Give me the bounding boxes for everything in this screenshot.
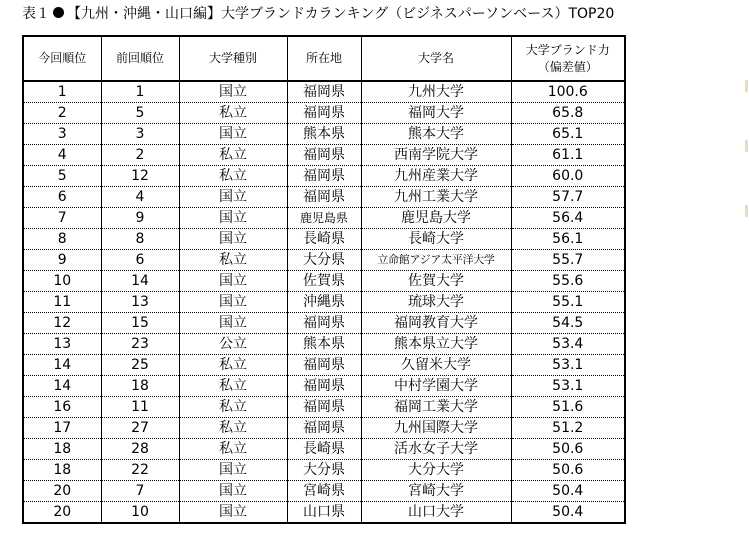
cell-previous-rank: 22 bbox=[101, 460, 179, 481]
table-row bbox=[23, 292, 625, 313]
table-row bbox=[23, 481, 625, 502]
caption-prefix: 表１ bbox=[22, 6, 50, 22]
cell-location: 福岡県 bbox=[287, 418, 361, 439]
cell-current-rank: 13 bbox=[23, 334, 101, 355]
cell-university-name: 九州産業大学 bbox=[361, 166, 511, 187]
table-caption bbox=[22, 4, 614, 24]
cell-previous-rank: 6 bbox=[101, 250, 179, 271]
cell-university-name: 九州国際大学 bbox=[361, 418, 511, 439]
cell-current-rank: 20 bbox=[23, 481, 101, 502]
header-university-type: 大学種別 bbox=[179, 36, 287, 81]
cell-university-type: 私立 bbox=[179, 376, 287, 397]
cell-university-type: 国立 bbox=[179, 313, 287, 334]
cell-current-rank: 2 bbox=[23, 103, 101, 124]
cell-brand-score: 50.6 bbox=[511, 460, 625, 481]
cell-location: 熊本県 bbox=[287, 124, 361, 145]
cell-brand-score: 65.1 bbox=[511, 124, 625, 145]
cell-location: 長崎県 bbox=[287, 439, 361, 460]
cell-university-type: 私立 bbox=[179, 397, 287, 418]
cell-university-name: 中村学園大学 bbox=[361, 376, 511, 397]
cell-university-name: 琉球大学 bbox=[361, 292, 511, 313]
cell-brand-score: 54.5 bbox=[511, 313, 625, 334]
table-row bbox=[23, 166, 625, 187]
table-row bbox=[23, 103, 625, 124]
cell-university-type: 私立 bbox=[179, 103, 287, 124]
cell-brand-score: 100.6 bbox=[511, 81, 625, 103]
cell-current-rank: 7 bbox=[23, 208, 101, 229]
cell-location: 鹿児島県 bbox=[287, 208, 361, 229]
cell-previous-rank: 13 bbox=[101, 292, 179, 313]
cell-university-name: 福岡大学 bbox=[361, 103, 511, 124]
table-row bbox=[23, 460, 625, 481]
cell-current-rank: 5 bbox=[23, 166, 101, 187]
cell-university-type: 私立 bbox=[179, 250, 287, 271]
cell-university-type: 私立 bbox=[179, 355, 287, 376]
table-row bbox=[23, 334, 625, 355]
cell-current-rank: 14 bbox=[23, 355, 101, 376]
cell-current-rank: 8 bbox=[23, 229, 101, 250]
cell-previous-rank: 7 bbox=[101, 481, 179, 502]
cell-brand-score: 53.1 bbox=[511, 376, 625, 397]
cell-university-type: 国立 bbox=[179, 81, 287, 103]
header-brand-score-sub: （偏差値） bbox=[537, 59, 598, 74]
cell-university-type: 私立 bbox=[179, 439, 287, 460]
cell-location: 福岡県 bbox=[287, 166, 361, 187]
cell-location: 宮崎県 bbox=[287, 481, 361, 502]
cell-location: 大分県 bbox=[287, 460, 361, 481]
cell-university-name: 宮崎大学 bbox=[361, 481, 511, 502]
table-body bbox=[23, 81, 625, 523]
table-row bbox=[23, 376, 625, 397]
cell-brand-score: 65.8 bbox=[511, 103, 625, 124]
table-row bbox=[23, 81, 625, 103]
cell-previous-rank: 18 bbox=[101, 376, 179, 397]
cell-previous-rank: 25 bbox=[101, 355, 179, 376]
cell-university-name: 福岡教育大学 bbox=[361, 313, 511, 334]
cell-location: 福岡県 bbox=[287, 355, 361, 376]
cell-university-type: 私立 bbox=[179, 166, 287, 187]
cell-brand-score: 53.4 bbox=[511, 334, 625, 355]
header-row bbox=[23, 36, 625, 81]
cell-previous-rank: 1 bbox=[101, 81, 179, 103]
edge-mark bbox=[745, 140, 748, 152]
bullet-icon bbox=[53, 7, 64, 18]
header-brand-score-label: 大学ブランド力 bbox=[525, 42, 610, 57]
cell-university-name: 長崎大学 bbox=[361, 229, 511, 250]
cell-brand-score: 60.0 bbox=[511, 166, 625, 187]
cell-brand-score: 50.4 bbox=[511, 481, 625, 502]
cell-university-name: 九州大学 bbox=[361, 81, 511, 103]
cell-university-type: 私立 bbox=[179, 418, 287, 439]
header-university-name: 大学名 bbox=[361, 36, 511, 81]
table-row bbox=[23, 229, 625, 250]
cell-previous-rank: 4 bbox=[101, 187, 179, 208]
cell-university-name: 熊本県立大学 bbox=[361, 334, 511, 355]
cell-previous-rank: 14 bbox=[101, 271, 179, 292]
cell-location: 沖縄県 bbox=[287, 292, 361, 313]
cell-location: 大分県 bbox=[287, 250, 361, 271]
cell-university-name: 熊本大学 bbox=[361, 124, 511, 145]
cell-location: 山口県 bbox=[287, 502, 361, 524]
cell-location: 福岡県 bbox=[287, 103, 361, 124]
cell-university-type: 国立 bbox=[179, 124, 287, 145]
cell-university-type: 国立 bbox=[179, 187, 287, 208]
header-brand-score bbox=[511, 36, 625, 81]
table-row bbox=[23, 439, 625, 460]
cell-university-type: 国立 bbox=[179, 502, 287, 524]
cell-current-rank: 11 bbox=[23, 292, 101, 313]
cell-university-name: 西南学院大学 bbox=[361, 145, 511, 166]
cell-university-type: 国立 bbox=[179, 208, 287, 229]
cell-current-rank: 6 bbox=[23, 187, 101, 208]
cell-current-rank: 9 bbox=[23, 250, 101, 271]
cell-previous-rank: 15 bbox=[101, 313, 179, 334]
cell-current-rank: 18 bbox=[23, 439, 101, 460]
cell-brand-score: 56.4 bbox=[511, 208, 625, 229]
cell-brand-score: 61.1 bbox=[511, 145, 625, 166]
cell-brand-score: 55.1 bbox=[511, 292, 625, 313]
cell-current-rank: 14 bbox=[23, 376, 101, 397]
cell-previous-rank: 28 bbox=[101, 439, 179, 460]
cell-university-name: 活水女子大学 bbox=[361, 439, 511, 460]
cell-previous-rank: 12 bbox=[101, 166, 179, 187]
cell-brand-score: 55.7 bbox=[511, 250, 625, 271]
cell-university-name: 福岡工業大学 bbox=[361, 397, 511, 418]
cell-university-name: 佐賀大学 bbox=[361, 271, 511, 292]
cell-location: 福岡県 bbox=[287, 397, 361, 418]
cell-location: 長崎県 bbox=[287, 229, 361, 250]
cell-location: 福岡県 bbox=[287, 313, 361, 334]
cell-current-rank: 17 bbox=[23, 418, 101, 439]
cell-current-rank: 4 bbox=[23, 145, 101, 166]
cell-brand-score: 56.1 bbox=[511, 229, 625, 250]
cell-current-rank: 16 bbox=[23, 397, 101, 418]
table-row bbox=[23, 271, 625, 292]
cell-university-name: 鹿児島大学 bbox=[361, 208, 511, 229]
cell-location: 熊本県 bbox=[287, 334, 361, 355]
table-row bbox=[23, 313, 625, 334]
cell-previous-rank: 2 bbox=[101, 145, 179, 166]
header-location: 所在地 bbox=[287, 36, 361, 81]
table-row bbox=[23, 145, 625, 166]
cell-location: 福岡県 bbox=[287, 376, 361, 397]
cell-previous-rank: 11 bbox=[101, 397, 179, 418]
cell-previous-rank: 23 bbox=[101, 334, 179, 355]
cell-university-type: 国立 bbox=[179, 271, 287, 292]
cell-university-name: 立命館アジア太平洋大学 bbox=[361, 250, 511, 271]
table-row bbox=[23, 124, 625, 145]
cell-previous-rank: 8 bbox=[101, 229, 179, 250]
ranking-table bbox=[22, 35, 626, 524]
cell-location: 福岡県 bbox=[287, 81, 361, 103]
header-previous-rank: 前回順位 bbox=[101, 36, 179, 81]
cell-brand-score: 57.7 bbox=[511, 187, 625, 208]
table-row bbox=[23, 187, 625, 208]
cell-location: 福岡県 bbox=[287, 145, 361, 166]
cell-university-type: 国立 bbox=[179, 460, 287, 481]
table-row bbox=[23, 397, 625, 418]
cell-university-type: 私立 bbox=[179, 145, 287, 166]
cell-current-rank: 10 bbox=[23, 271, 101, 292]
table-row bbox=[23, 208, 625, 229]
cell-university-type: 国立 bbox=[179, 481, 287, 502]
table-row bbox=[23, 355, 625, 376]
cell-current-rank: 3 bbox=[23, 124, 101, 145]
table-row bbox=[23, 502, 625, 524]
cell-brand-score: 51.2 bbox=[511, 418, 625, 439]
cell-university-type: 国立 bbox=[179, 292, 287, 313]
edge-mark bbox=[745, 205, 748, 217]
cell-brand-score: 51.6 bbox=[511, 397, 625, 418]
cell-brand-score: 55.6 bbox=[511, 271, 625, 292]
cell-location: 佐賀県 bbox=[287, 271, 361, 292]
cell-brand-score: 53.1 bbox=[511, 355, 625, 376]
cell-current-rank: 20 bbox=[23, 502, 101, 524]
cell-current-rank: 12 bbox=[23, 313, 101, 334]
cell-previous-rank: 3 bbox=[101, 124, 179, 145]
table-row bbox=[23, 418, 625, 439]
edge-mark bbox=[745, 80, 748, 92]
table-row bbox=[23, 250, 625, 271]
cell-university-type: 公立 bbox=[179, 334, 287, 355]
cell-current-rank: 1 bbox=[23, 81, 101, 103]
cell-previous-rank: 10 bbox=[101, 502, 179, 524]
caption-text: 【九州・沖縄・山口編】大学ブランドカランキング（ビジネスパーソンベース）TOP20 bbox=[67, 6, 615, 22]
cell-current-rank: 18 bbox=[23, 460, 101, 481]
cell-location: 福岡県 bbox=[287, 187, 361, 208]
cell-brand-score: 50.4 bbox=[511, 502, 625, 524]
cell-university-name: 大分大学 bbox=[361, 460, 511, 481]
cell-previous-rank: 27 bbox=[101, 418, 179, 439]
header-current-rank: 今回順位 bbox=[23, 36, 101, 81]
cell-university-name: 久留米大学 bbox=[361, 355, 511, 376]
cell-university-name: 山口大学 bbox=[361, 502, 511, 524]
cell-previous-rank: 9 bbox=[101, 208, 179, 229]
cell-brand-score: 50.6 bbox=[511, 439, 625, 460]
cell-university-type: 国立 bbox=[179, 229, 287, 250]
cell-previous-rank: 5 bbox=[101, 103, 179, 124]
cell-university-name: 九州工業大学 bbox=[361, 187, 511, 208]
